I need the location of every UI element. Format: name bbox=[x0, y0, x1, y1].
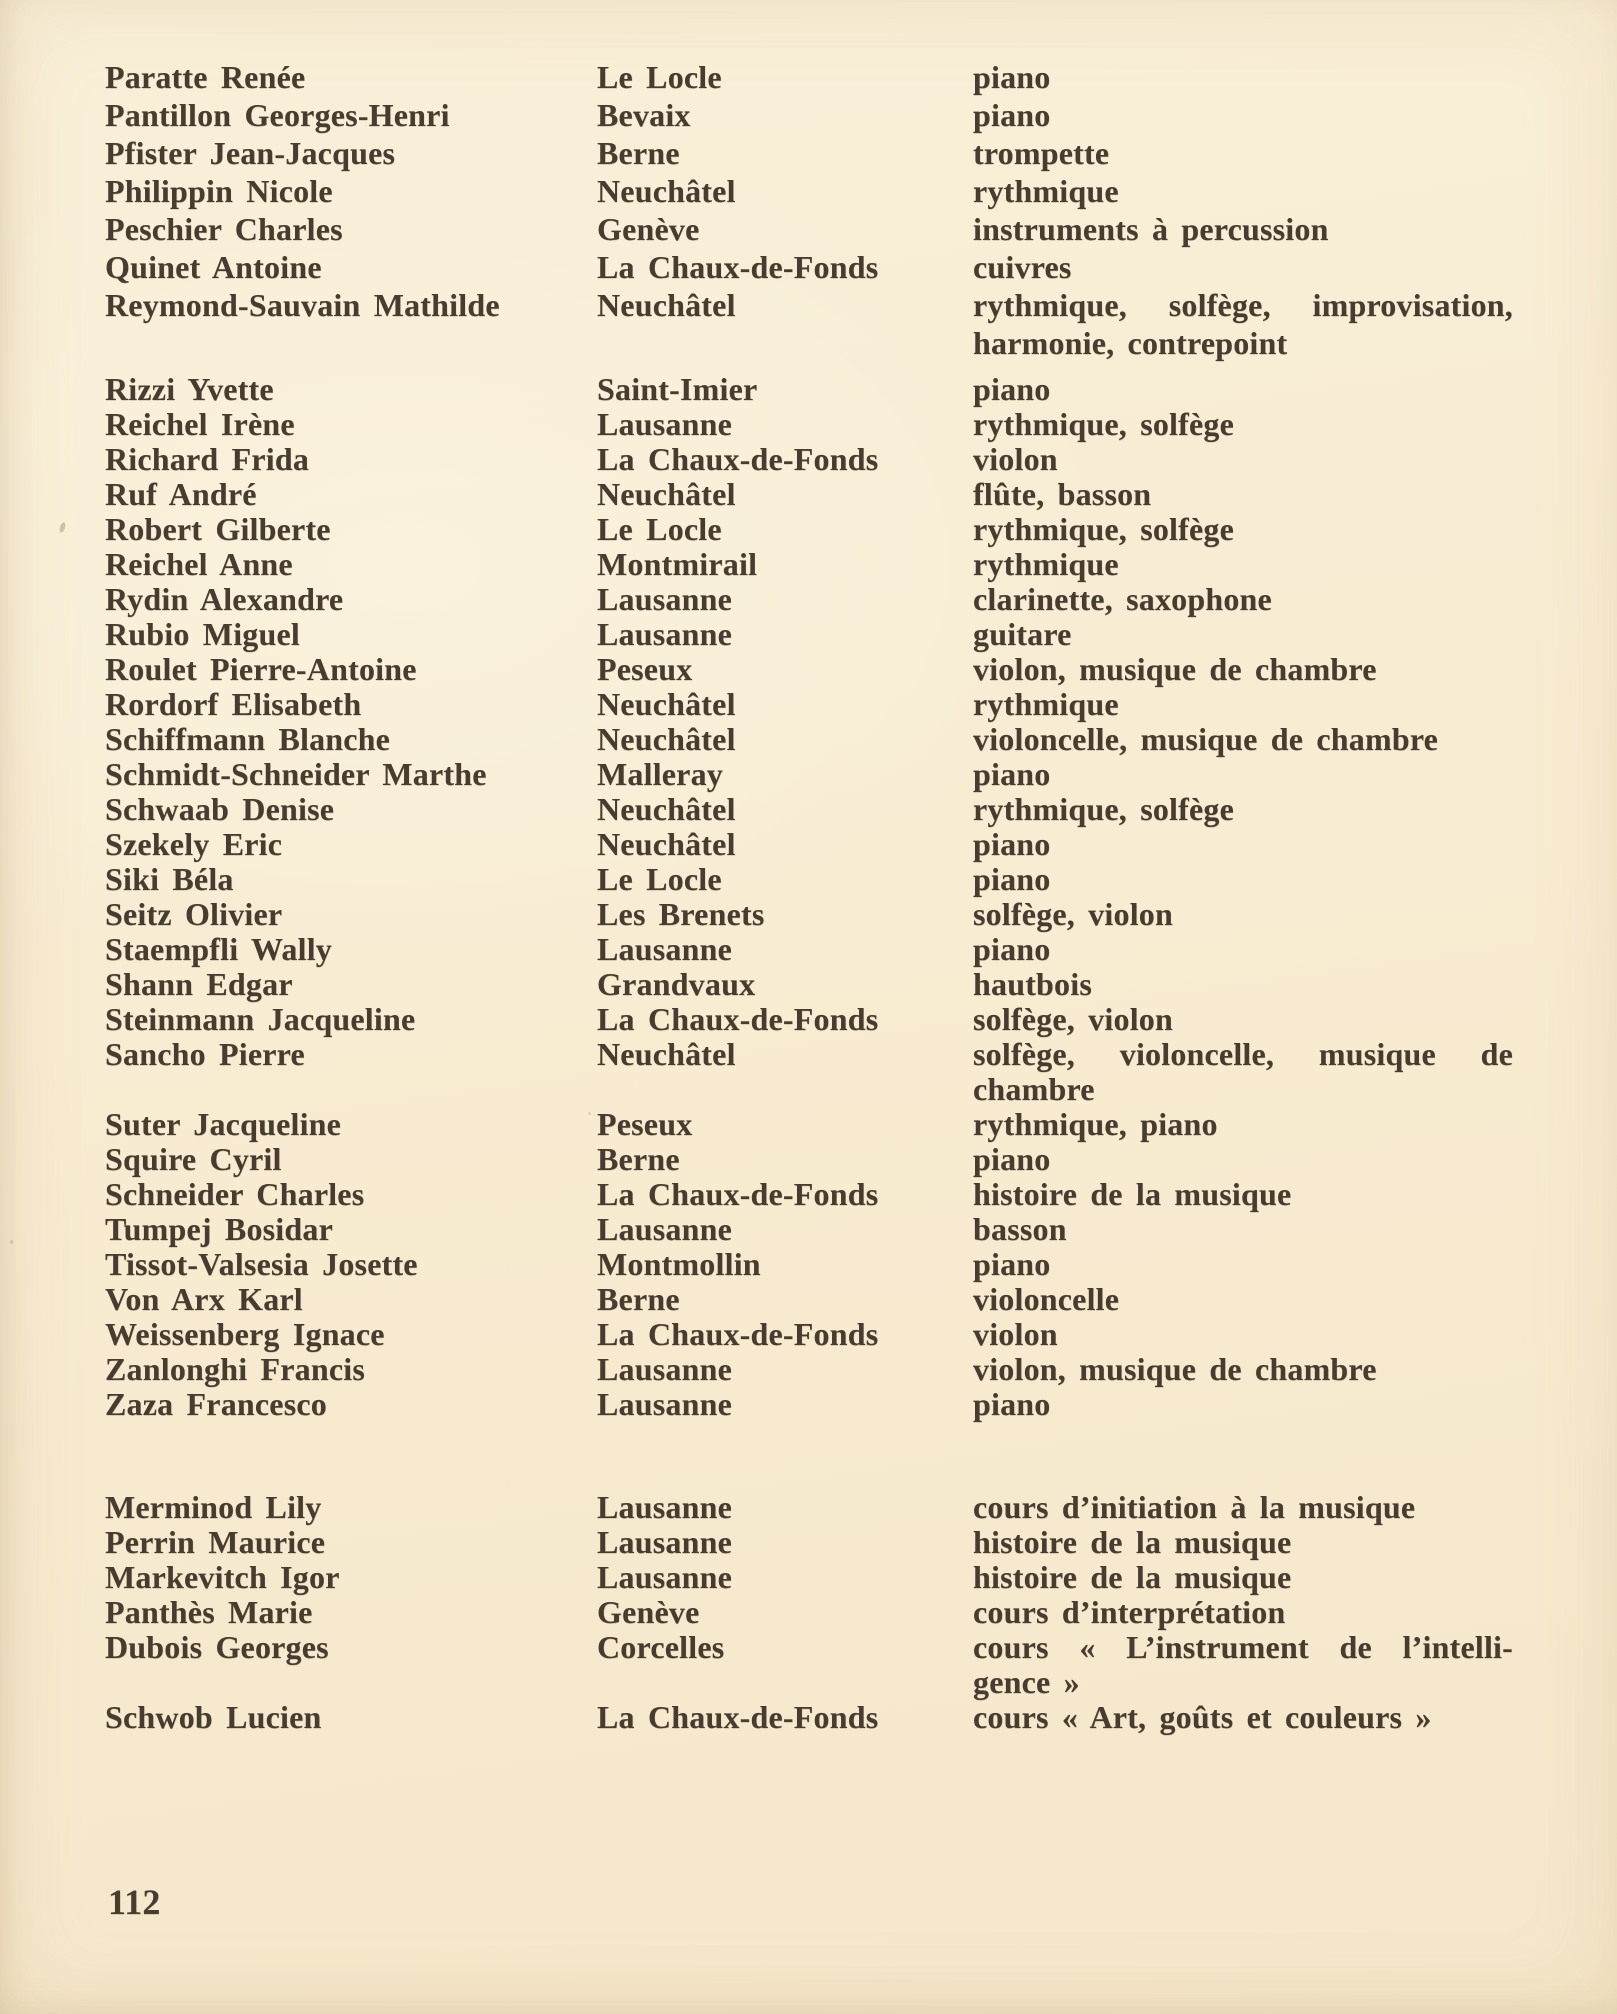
teacher-subjects bbox=[973, 1560, 1513, 1595]
subject-line: chambre bbox=[973, 1071, 1095, 1107]
table-row bbox=[105, 932, 1617, 967]
table-row bbox=[105, 1630, 1617, 1700]
teacher-city: Berne bbox=[597, 1281, 680, 1317]
subject-line: rythmique, solfège bbox=[973, 511, 1235, 547]
table-row bbox=[105, 58, 1617, 96]
teacher-subjects bbox=[973, 582, 1513, 617]
teacher-name: Squire Cyril bbox=[105, 1141, 282, 1177]
table-row bbox=[105, 1037, 1617, 1107]
subject-line: piano bbox=[973, 1246, 1051, 1282]
teacher-city: Neuchâtel bbox=[597, 173, 736, 209]
subject-line: violoncelle, musique de chambre bbox=[973, 721, 1439, 757]
teacher-city: Genève bbox=[597, 211, 700, 247]
subject-line: hautbois bbox=[973, 966, 1092, 1002]
subject-line: piano bbox=[973, 1141, 1051, 1177]
teacher-city: Neuchâtel bbox=[597, 826, 736, 862]
teacher-name: Seitz Olivier bbox=[105, 896, 283, 932]
teacher-name: Schwaab Denise bbox=[105, 791, 335, 827]
subject-line: piano bbox=[973, 756, 1051, 792]
teacher-name: Reichel Irène bbox=[105, 406, 295, 442]
teacher-city: Berne bbox=[597, 135, 680, 171]
table-row bbox=[105, 1387, 1617, 1422]
teacher-name: Schwob Lucien bbox=[105, 1699, 322, 1735]
teacher-subjects bbox=[973, 1002, 1513, 1037]
teacher-name: Rordorf Elisabeth bbox=[105, 686, 362, 722]
table-row bbox=[105, 372, 1617, 407]
teacher-subjects bbox=[973, 757, 1513, 792]
table-row bbox=[105, 134, 1617, 172]
teacher-subjects bbox=[973, 792, 1513, 827]
teacher-subjects bbox=[973, 1247, 1513, 1282]
table-row bbox=[105, 1595, 1617, 1630]
teacher-city: La Chaux-de-Fonds bbox=[597, 1699, 879, 1735]
teacher-city: Neuchâtel bbox=[597, 476, 736, 512]
teacher-city: La Chaux-de-Fonds bbox=[597, 1316, 879, 1352]
teacher-subjects bbox=[973, 210, 1513, 248]
teacher-name: Siki Béla bbox=[105, 861, 234, 897]
teacher-subjects bbox=[973, 687, 1513, 722]
subject-line: solfège, violoncelle, musique de bbox=[973, 1036, 1513, 1072]
teacher-city: Peseux bbox=[597, 1106, 693, 1142]
subject-line: harmonie, contrepoint bbox=[973, 325, 1288, 361]
teacher-name: Merminod Lily bbox=[105, 1489, 322, 1525]
teacher-subjects bbox=[973, 652, 1513, 687]
table-row bbox=[105, 512, 1617, 547]
subject-line: piano bbox=[973, 371, 1051, 407]
subject-line: rythmique, piano bbox=[973, 1106, 1218, 1142]
table-row bbox=[105, 1700, 1617, 1735]
table-row bbox=[105, 1525, 1617, 1560]
table-row bbox=[105, 722, 1617, 757]
teacher-name: Roulet Pierre-Antoine bbox=[105, 651, 417, 687]
subject-line: rythmique bbox=[973, 173, 1119, 209]
teacher-subjects bbox=[973, 172, 1513, 210]
table-row bbox=[105, 1212, 1617, 1247]
teacher-subjects bbox=[973, 96, 1513, 134]
teacher-subjects bbox=[973, 722, 1513, 757]
teacher-subjects bbox=[973, 134, 1513, 172]
teacher-city: Lausanne bbox=[597, 616, 732, 652]
subject-line: piano bbox=[973, 931, 1051, 967]
table-row bbox=[105, 1247, 1617, 1282]
teacher-subjects bbox=[973, 827, 1513, 862]
table-row bbox=[105, 248, 1617, 286]
teacher-name: Rydin Alexandre bbox=[105, 581, 344, 617]
teacher-city: Le Locle bbox=[597, 511, 722, 547]
subject-line: violon, musique de chambre bbox=[973, 1351, 1377, 1387]
teacher-city: La Chaux-de-Fonds bbox=[597, 441, 879, 477]
teacher-name: Quinet Antoine bbox=[105, 249, 322, 285]
teacher-subjects bbox=[973, 407, 1513, 442]
teacher-subjects bbox=[973, 1700, 1513, 1735]
teacher-name: Paratte Renée bbox=[105, 59, 306, 95]
teacher-subjects bbox=[973, 248, 1513, 286]
teacher-city: Grandvaux bbox=[597, 966, 756, 1002]
subject-line: guitare bbox=[973, 616, 1072, 652]
teacher-subjects bbox=[973, 286, 1513, 362]
subject-line: rythmique bbox=[973, 686, 1119, 722]
table-row bbox=[105, 1490, 1617, 1525]
teacher-city: Le Locle bbox=[597, 861, 722, 897]
teacher-city: Neuchâtel bbox=[597, 791, 736, 827]
table-row bbox=[105, 687, 1617, 722]
teacher-subjects bbox=[973, 512, 1513, 547]
table-group bbox=[105, 58, 1617, 362]
teacher-city: Montmirail bbox=[597, 546, 758, 582]
teacher-subjects bbox=[973, 1282, 1513, 1317]
teacher-name: Zaza Francesco bbox=[105, 1386, 327, 1422]
teacher-city: Lausanne bbox=[597, 931, 732, 967]
teacher-name: Schmidt-Schneider Marthe bbox=[105, 756, 487, 792]
teacher-subjects bbox=[973, 862, 1513, 897]
table-row bbox=[105, 967, 1617, 1002]
teacher-city: Lausanne bbox=[597, 581, 732, 617]
table-row bbox=[105, 286, 1617, 362]
table-row bbox=[105, 897, 1617, 932]
subject-line: cours « Art, goûts et couleurs » bbox=[973, 1699, 1432, 1735]
teacher-name: Reichel Anne bbox=[105, 546, 293, 582]
subject-line: violon bbox=[973, 1316, 1058, 1352]
teacher-name: Schneider Charles bbox=[105, 1176, 365, 1212]
teacher-city: Lausanne bbox=[597, 1489, 732, 1525]
teacher-city: Le Locle bbox=[597, 59, 722, 95]
teacher-name: Szekely Eric bbox=[105, 826, 283, 862]
teacher-subjects bbox=[973, 1595, 1513, 1630]
teacher-city: La Chaux-de-Fonds bbox=[597, 249, 879, 285]
teacher-city: Berne bbox=[597, 1141, 680, 1177]
subject-line: cuivres bbox=[973, 249, 1072, 285]
teacher-subjects bbox=[973, 1352, 1513, 1387]
teacher-name: Perrin Maurice bbox=[105, 1524, 326, 1560]
subject-line: cours d’interprétation bbox=[973, 1594, 1286, 1630]
teacher-name: Von Arx Karl bbox=[105, 1281, 303, 1317]
teacher-name: Rizzi Yvette bbox=[105, 371, 274, 407]
teacher-subjects bbox=[973, 1107, 1513, 1142]
table-row bbox=[105, 210, 1617, 248]
page-number: 112 bbox=[108, 1882, 161, 1922]
table-row bbox=[105, 617, 1617, 652]
teacher-name: Schiffmann Blanche bbox=[105, 721, 391, 757]
teacher-city: Neuchâtel bbox=[597, 287, 736, 323]
subject-line: solfège, violon bbox=[973, 1001, 1173, 1037]
table-row bbox=[105, 1352, 1617, 1387]
teacher-city: Neuchâtel bbox=[597, 721, 736, 757]
table-row bbox=[105, 1177, 1617, 1212]
subject-line: cours d’initiation à la musique bbox=[973, 1489, 1416, 1525]
table-row bbox=[105, 582, 1617, 617]
teacher-subjects bbox=[973, 967, 1513, 1002]
teacher-name: Robert Gilberte bbox=[105, 511, 331, 547]
teacher-name: Tissot-Valsesia Josette bbox=[105, 1246, 418, 1282]
teacher-subjects bbox=[973, 1212, 1513, 1247]
teacher-subjects bbox=[973, 932, 1513, 967]
subject-line: trompette bbox=[973, 135, 1110, 171]
teacher-subjects bbox=[973, 58, 1513, 96]
teacher-name: Rubio Miguel bbox=[105, 616, 300, 652]
teacher-city: Lausanne bbox=[597, 1386, 732, 1422]
subject-line: cours « L’instrument de l’intelli- bbox=[973, 1629, 1513, 1665]
teacher-city: La Chaux-de-Fonds bbox=[597, 1176, 879, 1212]
subject-line: violon bbox=[973, 441, 1058, 477]
teacher-subjects bbox=[973, 617, 1513, 652]
subject-line: rythmique, solfège bbox=[973, 406, 1235, 442]
teacher-name: Pfister Jean-Jacques bbox=[105, 135, 396, 171]
teacher-subjects bbox=[973, 477, 1513, 512]
teacher-city: Peseux bbox=[597, 651, 693, 687]
subject-line: histoire de la musique bbox=[973, 1524, 1292, 1560]
table-row bbox=[105, 442, 1617, 477]
subject-line: flûte, basson bbox=[973, 476, 1152, 512]
subject-line: piano bbox=[973, 1386, 1051, 1422]
teacher-subjects bbox=[973, 1630, 1513, 1700]
teacher-subjects bbox=[973, 1525, 1513, 1560]
teacher-subjects bbox=[973, 897, 1513, 932]
table-row bbox=[105, 757, 1617, 792]
teacher-subjects bbox=[973, 442, 1513, 477]
teacher-city: Lausanne bbox=[597, 1524, 732, 1560]
teacher-city: Neuchâtel bbox=[597, 686, 736, 722]
teacher-name: Tumpej Bosidar bbox=[105, 1211, 334, 1247]
table-row bbox=[105, 1107, 1617, 1142]
teacher-name: Ruf André bbox=[105, 476, 257, 512]
table-row bbox=[105, 1282, 1617, 1317]
table-row bbox=[105, 172, 1617, 210]
table-row bbox=[105, 477, 1617, 512]
teacher-name: Panthès Marie bbox=[105, 1594, 313, 1630]
subject-line: instruments à percussion bbox=[973, 211, 1329, 247]
teacher-name: Pantillon Georges-Henri bbox=[105, 97, 450, 133]
subject-line: piano bbox=[973, 826, 1051, 862]
teacher-city: Saint-Imier bbox=[597, 371, 758, 407]
subject-line: rythmique bbox=[973, 546, 1119, 582]
table-row bbox=[105, 407, 1617, 442]
table-row bbox=[105, 827, 1617, 862]
table-group bbox=[105, 1107, 1617, 1422]
teacher-subjects bbox=[973, 1177, 1513, 1212]
teacher-name: Weissenberg Ignace bbox=[105, 1316, 385, 1352]
table-row bbox=[105, 1560, 1617, 1595]
teacher-name: Staempfli Wally bbox=[105, 931, 332, 967]
teacher-name: Sancho Pierre bbox=[105, 1036, 305, 1072]
teacher-subjects bbox=[973, 547, 1513, 582]
teacher-city: Lausanne bbox=[597, 1559, 732, 1595]
teacher-name: Reymond-Sauvain Mathilde bbox=[105, 287, 500, 323]
teacher-subjects bbox=[973, 1037, 1513, 1107]
teacher-name: Shann Edgar bbox=[105, 966, 293, 1002]
subject-line: clarinette, saxophone bbox=[973, 581, 1272, 617]
teacher-city: Lausanne bbox=[597, 406, 732, 442]
teacher-city: Genève bbox=[597, 1594, 700, 1630]
teacher-subjects bbox=[973, 1142, 1513, 1177]
table-row bbox=[105, 652, 1617, 687]
teacher-city: Bevaix bbox=[597, 97, 691, 133]
table-group bbox=[105, 372, 1617, 1107]
teacher-city: Les Brenets bbox=[597, 896, 765, 932]
teacher-city: Neuchâtel bbox=[597, 1036, 736, 1072]
subject-line: histoire de la musique bbox=[973, 1559, 1292, 1595]
subject-line: rythmique, solfège, improvisation, bbox=[973, 287, 1513, 323]
subject-line: rythmique, solfège bbox=[973, 791, 1235, 827]
table-row bbox=[105, 862, 1617, 897]
subject-line: basson bbox=[973, 1211, 1067, 1247]
teacher-city: Lausanne bbox=[597, 1351, 732, 1387]
subject-line: piano bbox=[973, 59, 1051, 95]
subject-line: histoire de la musique bbox=[973, 1176, 1292, 1212]
teacher-name: Markevitch Igor bbox=[105, 1559, 340, 1595]
subject-line: solfège, violon bbox=[973, 896, 1173, 932]
teacher-subjects bbox=[973, 1387, 1513, 1422]
table-row bbox=[105, 1002, 1617, 1037]
teacher-name: Dubois Georges bbox=[105, 1629, 329, 1665]
teacher-subjects bbox=[973, 372, 1513, 407]
table-row bbox=[105, 547, 1617, 582]
subject-line: violoncelle bbox=[973, 1281, 1120, 1317]
table-row bbox=[105, 792, 1617, 827]
teacher-city: Corcelles bbox=[597, 1629, 725, 1665]
teacher-city: Lausanne bbox=[597, 1211, 732, 1247]
teacher-name: Peschier Charles bbox=[105, 211, 343, 247]
teacher-name: Steinmann Jacqueline bbox=[105, 1001, 416, 1037]
subject-line: piano bbox=[973, 861, 1051, 897]
teacher-subjects bbox=[973, 1490, 1513, 1525]
teacher-name: Suter Jacqueline bbox=[105, 1106, 342, 1142]
subject-line: violon, musique de chambre bbox=[973, 651, 1377, 687]
teacher-city: Montmollin bbox=[597, 1246, 761, 1282]
subject-line: piano bbox=[973, 97, 1051, 133]
teacher-name: Zanlonghi Francis bbox=[105, 1351, 366, 1387]
teacher-name: Philippin Nicole bbox=[105, 173, 333, 209]
table-row bbox=[105, 1142, 1617, 1177]
subject-line: gence » bbox=[973, 1664, 1080, 1700]
teacher-city: La Chaux-de-Fonds bbox=[597, 1001, 879, 1037]
table-row bbox=[105, 1317, 1617, 1352]
teacher-name: Richard Frida bbox=[105, 441, 310, 477]
teacher-city: Malleray bbox=[597, 756, 723, 792]
table-row bbox=[105, 96, 1617, 134]
teacher-subjects bbox=[973, 1317, 1513, 1352]
table-group bbox=[105, 1490, 1617, 1735]
